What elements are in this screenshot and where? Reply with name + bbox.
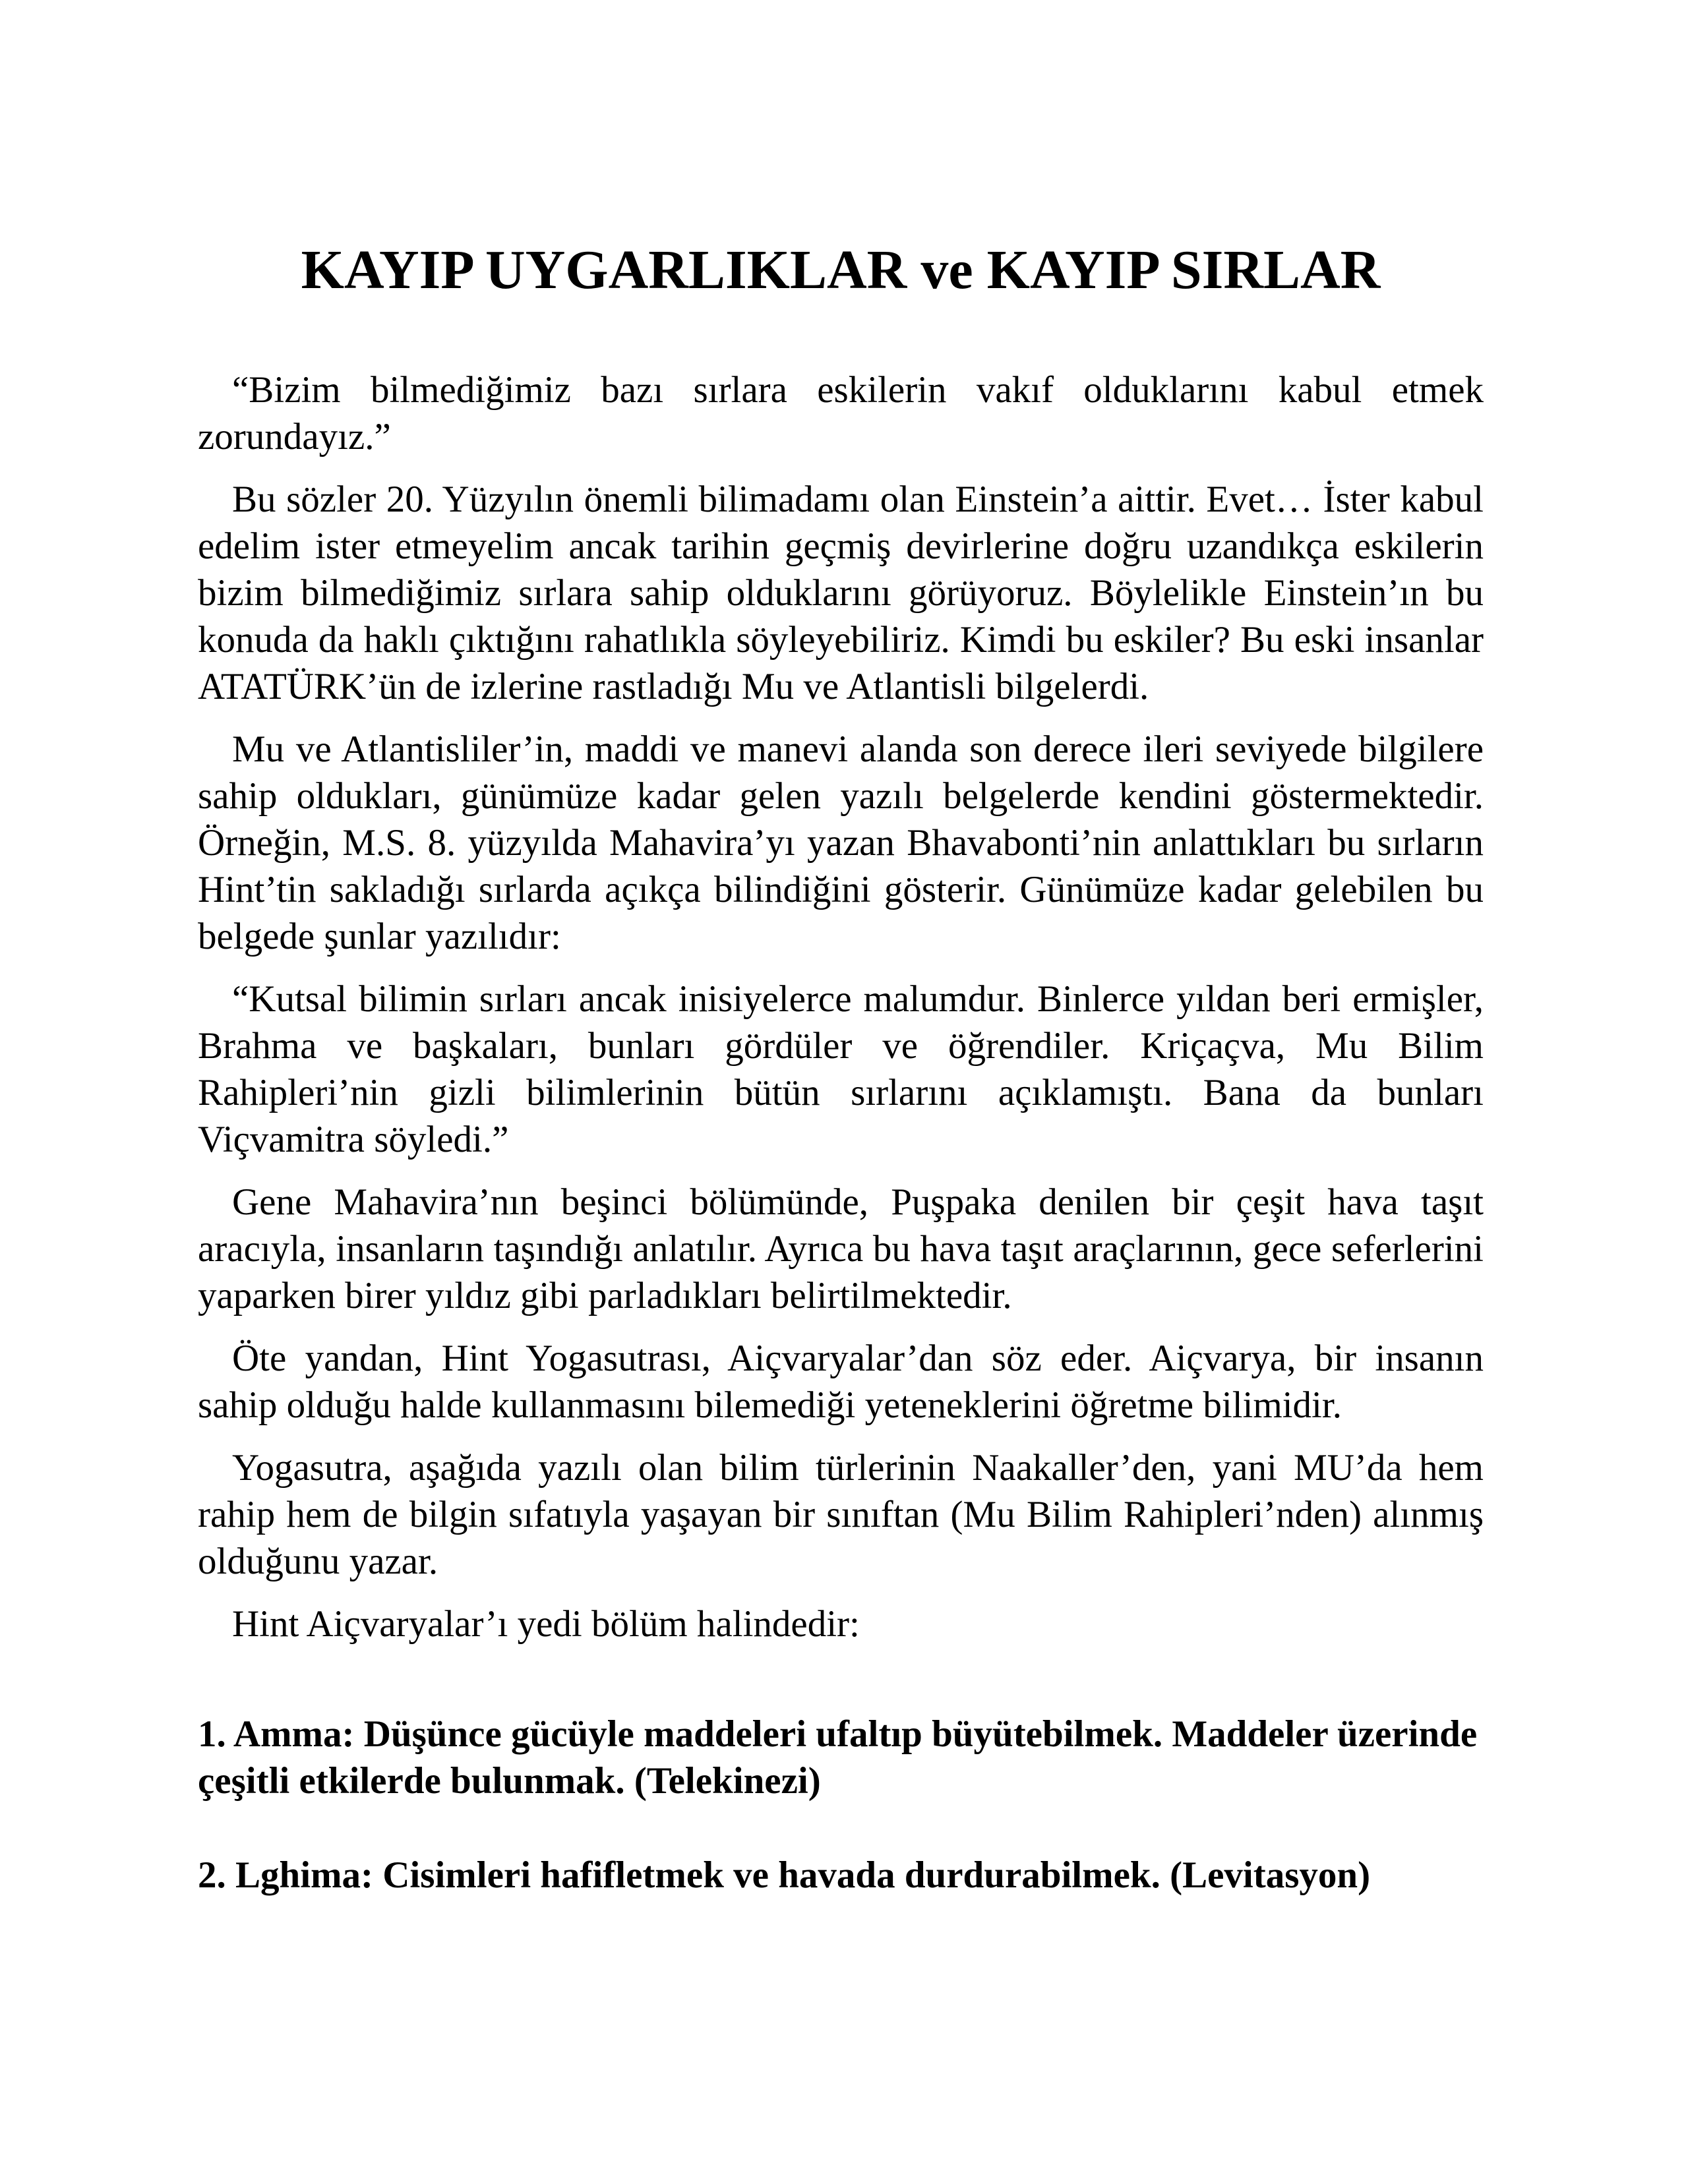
paragraph-1: “Bizim bilmediğimiz bazı sırlara eskilerin vakıf olduklarını kabul etmek zorundayız.”: [198, 369, 1484, 457]
list-item-1: 1. Amma: Düşünce gücüyle maddeleri ufaltıp büyütebilmek. Maddeler üzerinde çeşitli etkilerde bulunmak. (Telekinezi): [198, 1713, 1478, 1802]
paragraph-8: Hint Aiçvaryalar’ı yedi bölüm halindedir:: [232, 1603, 860, 1645]
page-title: KAYIP UYGARLIKLAR ve KAYIP SIRLAR: [301, 239, 1381, 301]
paragraph-5: Gene Mahavira’nın beşinci bölümünde, Puşpaka denilen bir çeşit hava taşıt aracıyla, insanların taşındığı anlatılır. Ayrıca bu hava taşıt araçlarının, gece seferlerini yaparken birer yıldız gibi parladıkları belirtilmektedir.: [198, 1181, 1484, 1316]
paragraph-3: Mu ve Atlantisliler’in, maddi ve manevi alanda son derece ileri seviyede bilgilere sahip oldukları, günümüze kadar gelen yazılı belgelerde kendini göstermektedir. Örneğin, M.S. 8. yüzyılda Mahavira’yı yazan Bhavabonti’nin anlattıkları bu sırların Hint’tin sakladığı sırlarda açıkça bilindiğini gösterir. Günümüze kadar gelebilen bu belgede şunlar yazılıdır:: [198, 728, 1484, 957]
paragraph-6: Öte yandan, Hint Yogasutrası, Aiçvaryalar’dan söz eder. Aiçvarya, bir insanın sahip olduğu halde kullanmasını bilemediği yeteneklerini öğretme bilimidir.: [198, 1338, 1484, 1426]
document-page: [198, 237, 1484, 1899]
list-item-2: 2. Lghima: Cisimleri hafifletmek ve havada durdurabilmek. (Levitasyon): [198, 1854, 1371, 1896]
paragraph-2: Bu sözler 20. Yüzyılın önemli bilimadamı olan Einstein’a aittir. Evet… İster kabul edelim ister etmeyelim ancak tarihin geçmiş devirlerine doğru uzandıkça eskilerin bizim bilmediğimiz sırlara sahip olduklarını görüyoruz. Böylelikle Einstein’ın bu konuda da haklı çıktığını rahatlıkla söyleyebiliriz. Kimdi bu eskiler? Bu eski insanlar ATATÜRK’ün de izlerine rastladığı Mu ve Atlantisli bilgelerdi.: [198, 479, 1484, 707]
paragraph-7: Yogasutra, aşağıda yazılı olan bilim türlerinin Naakaller’den, yani MU’da hem rahip hem de bilgin sıfatıyla yaşayan bir sınıftan (Mu Bilim Rahipleri’nden) alınmış olduğunu yazar.: [198, 1447, 1484, 1582]
paragraph-4: “Kutsal bilimin sırları ancak inisiyelerce malumdur. Binlerce yıldan beri ermişler, Brahma ve başkaları, bunları gördüler ve öğrendiler. Kriçaçva, Mu Bilim Rahipleri’nin gizli bilimlerinin bütün sırlarını açıklamıştı. Bana da bunları Viçvamitra söyledi.”: [198, 978, 1484, 1160]
